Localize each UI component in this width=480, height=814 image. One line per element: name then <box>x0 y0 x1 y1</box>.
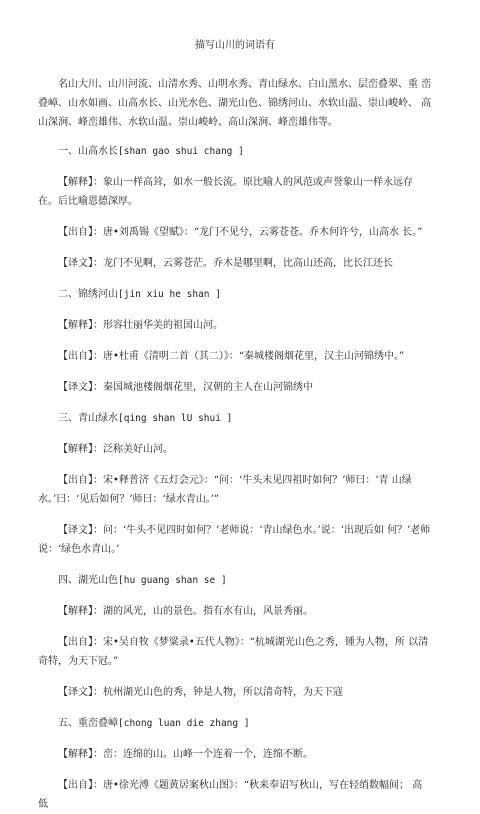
entry-paragraph <box>38 602 432 621</box>
entry-paragraph <box>38 223 432 242</box>
entry-paragraph <box>38 471 432 509</box>
entry-text: ：唐•杜甫《清明二首（其二）》：“秦城楼阁烟花里，汉主山河锦绣中。” <box>93 351 405 362</box>
section-heading <box>38 409 432 428</box>
section-title: 一、山高水长 <box>58 146 118 157</box>
entry-paragraph <box>38 440 432 459</box>
entry-text: ：秦国城池楼阁烟花里，汉朝的主人在山河锦绣中 <box>93 382 313 393</box>
section-title: 五、重峦叠嶂 <box>58 718 118 729</box>
entry-paragraph <box>38 347 432 366</box>
section-pinyin: [hu guang shan se ] <box>118 575 227 586</box>
entry-label: 【解释】 <box>58 444 93 455</box>
section-title: 三、青山绿水 <box>58 413 118 424</box>
entry-label: 【出自】 <box>58 637 93 648</box>
entry-text: ：唐•徐光溥《题黄居案秋山图》：“秋来奉诏写秋山，写在轻绡数幅间； 高低 <box>38 780 423 810</box>
entry-paragraph <box>38 254 432 273</box>
entry-label: 【译文】 <box>58 525 93 536</box>
entry-label: 【出自】 <box>58 351 93 362</box>
entry-paragraph <box>38 633 432 671</box>
entry-label: 【译文】 <box>58 382 93 393</box>
entry-paragraph <box>38 683 432 702</box>
entry-label: 【解释】 <box>58 749 93 760</box>
entry-text: ：龙门不见啊，云雾苍茫。乔木是哪里啊，比高山还高，比长江还长 <box>93 258 393 269</box>
entry-label: 【解释】 <box>58 320 93 331</box>
intro-paragraph: 名山大川、山川河流、山清水秀、山明水秀、青山绿水、白山黑水、层峦叠翠、重 峦叠嶂、山水如画、山高水长、山光水色、湖光山色、锦绣河山、水软山温、崇山峻岭、 高山深涧、峰峦雄伟、水软山温、崇山峻岭、高山深涧、峰峦雄伟等。 <box>38 79 432 128</box>
entry-text: ：形容壮丽华美的祖国山河。 <box>93 320 223 331</box>
entry-paragraph <box>38 521 432 559</box>
entry-text: ：象山一样高耸，如水一般长流。原比喻人的风范或声誉象山一样永远存 在。后比喻恩德深厚。 <box>38 177 413 207</box>
entry-paragraph <box>38 745 432 764</box>
entry-paragraph <box>38 776 432 814</box>
entry-text: ：杭州湖光山色的秀，钟是人物，所以清奇特，为天下寇 <box>93 687 343 698</box>
section-title: 二、锦绣河山 <box>58 289 118 300</box>
entry-text: ：宋•吴自牧《梦粱录•五代人物》：“杭城湖光山色之秀，锺为人物，所 以清奇特，为天下冠。” <box>38 637 429 667</box>
entry-label: 【出自】 <box>58 475 93 486</box>
title-spacer <box>38 58 432 75</box>
section-title: 四、湖光山色 <box>58 575 118 586</box>
entry-paragraph <box>38 173 432 211</box>
entry-paragraph <box>38 378 432 397</box>
entry-label: 【解释】 <box>58 177 93 188</box>
doc-title: 描写山川的词语有 <box>195 40 275 51</box>
entry-text: ：湖的风光，山的景色。指有水有山，风景秀丽。 <box>93 606 313 617</box>
section-pinyin: [jin xiu he shan ] <box>118 289 221 300</box>
entry-text: ：泛称美好山河。 <box>93 444 173 455</box>
entry-label: 【解释】 <box>58 606 93 617</box>
entry-text: ：问：‘牛头不见四时如何？’老师说：‘青山绿色水。’说：‘出现后如 何？’老师说：‘绿色水青山。’ <box>38 525 431 555</box>
section-pinyin: [shan gao shui chang ] <box>118 146 244 157</box>
section-pinyin: [qing shan lU shui ] <box>118 413 233 424</box>
section-heading <box>38 142 432 161</box>
entry-paragraph <box>38 316 432 335</box>
section-heading <box>38 714 432 733</box>
entry-label: 【出自】 <box>58 780 93 791</box>
entry-label: 【译文】 <box>58 258 93 269</box>
section-heading <box>38 571 432 590</box>
entry-label: 【出自】 <box>58 227 93 238</box>
entry-text: ：唐•刘禹锡《望赋》：“龙门不见兮，云雾苍苍。乔木何许兮，山高水 长。” <box>93 227 423 238</box>
entry-text: ：宋•释普济《五灯会元》：“问：‘牛头未见四祖时如何？’师曰：‘青 山绿水。’曰：‘见后如何？’师曰：‘绿水青山。’” <box>38 475 412 505</box>
entry-text: ：峦：连绵的山。山峰一个连着一个，连绵不断。 <box>93 749 313 760</box>
section-pinyin: [chong luan die zhang ] <box>118 718 250 729</box>
entry-label: 【译文】 <box>58 687 93 698</box>
section-heading <box>38 285 432 304</box>
